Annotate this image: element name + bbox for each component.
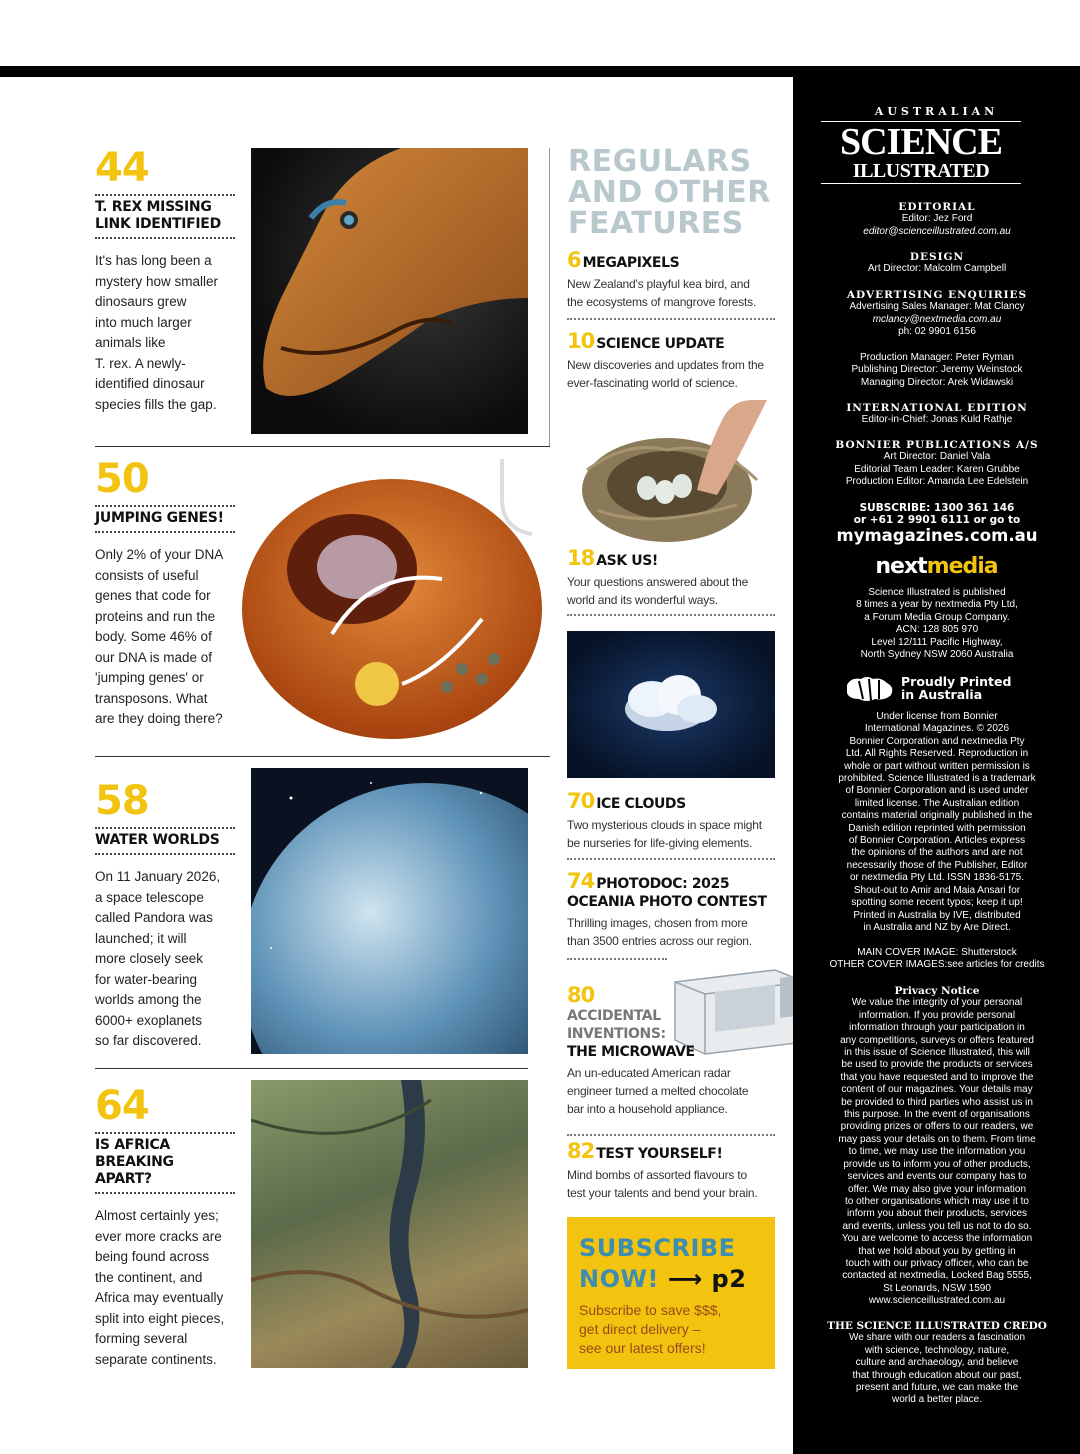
page-number: 10 — [567, 329, 595, 353]
dotted-divider — [567, 858, 775, 860]
regulars-heading: REGULARS AND OTHER FEATURES — [568, 144, 771, 241]
divider — [95, 1068, 528, 1069]
dotted-divider — [567, 958, 667, 960]
title-line: JUMPING GENES! — [95, 510, 224, 526]
regular-accidental-inventions[interactable] — [567, 983, 775, 1118]
page-number: 74 — [567, 869, 595, 893]
international-credits: INTERNATIONAL EDITION Editor-in-Chief: Jonas Kuld Rathje — [846, 402, 1028, 426]
regular-description: Thrilling images, chosen from more than 3500 entries across our region. — [567, 916, 752, 948]
regular-title: SCIENCE UPDATE — [596, 336, 725, 352]
regular-photodoc[interactable] — [567, 869, 775, 950]
regular-title-line: ACCIDENTAL — [567, 1008, 661, 1024]
page-number: 70 — [567, 789, 595, 813]
regular-title-line: OCEANIA PHOTO CONTEST — [567, 894, 767, 910]
credo: THE SCIENCE ILLUSTRATED CREDO We share with our readers a fascination with science, technology, nature, culture and archaeology, and believe that through education about our past, present and future, we can make the world a better place. — [827, 1320, 1047, 1406]
regular-title-line: THE MICROWAVE — [567, 1044, 695, 1060]
logo-australian: AUSTRALIAN — [874, 105, 999, 118]
regular-description: Mind bombs of assorted flavours to test your talents and bend your brain. — [567, 1168, 758, 1200]
page-number: 50 — [95, 456, 149, 502]
regular-ice-clouds[interactable] — [567, 789, 775, 852]
masthead — [793, 77, 1080, 1454]
ice-cloud-image — [567, 631, 775, 778]
title-line: APART? — [95, 1171, 152, 1187]
regular-description: Your questions answered about the world and its wonderful ways. — [567, 575, 749, 607]
feature-title — [95, 505, 235, 533]
australia-map-icon — [841, 673, 897, 703]
feature-title — [95, 827, 235, 855]
cover-credits: MAIN COVER IMAGE: Shutterstock OTHER COVER IMAGES:see articles for credits — [829, 947, 1045, 971]
license-info: Under license from Bonnier International Magazines. © 2026 Bonnier Corporation and nextmedia Pty Ltd. All Rights Reserved. Reproduction in whole or part without written permission is prohibited. Science Illustrated is a trademark of Bonnier Corporation and is used under limited license. The Australian edition contains material originally published in the Danish edition reprinted with permission of Bonnier Corporation. Articles express the opinions of the authors and are not necessarily those of the Publisher, Editor or nextmedia Pty Ltd. ISSN 1836-5175. Shout-out to Amir and Maia Ansari for spotting some recent typos; keep it up! Printed in Australia by IVE, distributed in Australia and NZ by Are Direct. — [838, 711, 1036, 933]
page-number: 6 — [567, 248, 581, 272]
feature-title — [95, 1132, 235, 1194]
feature-trex[interactable] — [95, 145, 235, 415]
page-number: 64 — [95, 1083, 149, 1129]
title-line: LINK IDENTIFIED — [95, 216, 221, 232]
nextmedia-logo: nextmedia — [875, 554, 998, 579]
africa-rift-image — [251, 1080, 528, 1368]
dotted-divider — [567, 1134, 775, 1136]
design-credits: DESIGN Art Director: Malcolm Campbell — [867, 251, 1007, 275]
title-line: T. REX MISSING — [95, 199, 212, 215]
page-number: 80 — [567, 983, 595, 1007]
dotted-divider — [567, 318, 775, 320]
logo-illustrated: ILLUSTRATED — [821, 161, 1021, 184]
proudly-printed-badge: Proudly Printed in Australia — [841, 673, 1031, 705]
regular-title-line: INVENTIONS: — [567, 1026, 666, 1042]
regular-ask-us[interactable] — [567, 546, 775, 609]
title-line: BREAKING — [95, 1154, 174, 1170]
divider — [95, 756, 550, 757]
page-number: 18 — [567, 546, 595, 570]
regular-description: New discoveries and updates from the ever-fascinating world of science. — [567, 358, 764, 390]
title-line: IS AFRICA — [95, 1137, 170, 1153]
subscribe-box[interactable] — [567, 1217, 775, 1369]
feature-description: Only 2% of your DNA consists of useful genes that code for proteins and run the body. Some 46% of our DNA is made of 'jumping genes' or transposons. What are they doing there? — [95, 547, 224, 726]
regular-title: MEGAPIXELS — [582, 255, 680, 271]
feature-description: Almost certainly yes; ever more cracks are being found across the continent, and Africa may eventually split into eight pieces, forming several separate continents. — [95, 1208, 225, 1367]
regular-megapixels[interactable] — [567, 248, 775, 311]
divider — [95, 446, 550, 447]
arrow-right-icon: ⟶ — [667, 1265, 703, 1293]
regular-test-yourself[interactable] — [567, 1139, 775, 1202]
subscribe-headline: SUBSCRIBE NOW! ⟶ p2 — [579, 1234, 747, 1293]
cell-image — [232, 459, 544, 746]
regular-title: ASK US! — [596, 553, 658, 569]
editorial-credits: EDITORIAL Editor: Jez Ford editor@scienceillustrated.com.au — [863, 201, 1011, 237]
regular-description: New Zealand's playful kea bird, and the ecosystems of mangrove forests. — [567, 277, 757, 309]
feature-jumping-genes[interactable] — [95, 456, 235, 730]
nest-eggs-image — [567, 400, 775, 548]
regular-science-update[interactable] — [567, 329, 775, 392]
title-line: WATER WORLDS — [95, 832, 220, 848]
planet-image — [251, 768, 528, 1054]
subscribe-description: Subscribe to save $$$, get direct delivery – see our latest offers! — [579, 1302, 722, 1356]
feature-description: On 11 January 2026, a space telescope called Pandora was launched; it will more closely seek for water-bearing worlds among the 6000+ exoplanets so far discovered. — [95, 869, 221, 1048]
feature-title — [95, 194, 235, 239]
dinosaur-image — [251, 148, 528, 434]
page-number: 58 — [95, 778, 149, 824]
subscribe-info: SUBSCRIBE: 1300 361 146 or +61 2 9901 6111 or go to mymagazines.com.au — [807, 502, 1067, 546]
publisher-info: Science Illustrated is published 8 times a year by nextmedia Pty Ltd, a Forum Media Group Company. ACN: 128 805 970 Level 12/111 Pacific Highway, North Sydney NSW 2060 Australia — [856, 587, 1018, 661]
advertising-credits: ADVERTISING ENQUIRIES Advertising Sales Manager: Mat Clancy mclancy@nextmedia.com.au ph: 02 9901 6156 — [846, 289, 1028, 338]
page-number: 44 — [95, 145, 149, 191]
website-link[interactable]: mymagazines.com.au — [836, 526, 1038, 545]
regular-title: ICE CLOUDS — [596, 796, 686, 812]
regular-description: An un-educated American radar engineer turned a melted chocolate bar into a household appliance. — [567, 1066, 749, 1116]
regular-title: PHOTODOC: 2025 — [596, 876, 730, 892]
regular-title: TEST YOURSELF! — [596, 1146, 723, 1162]
top-rule — [0, 66, 1080, 77]
feature-water-worlds[interactable] — [95, 778, 235, 1052]
bonnier-credits: BONNIER PUBLICATIONS A/S Art Director: Daniel Vala Editorial Team Leader: Karen Grubbe Production Editor: Amanda Lee Edelstein — [835, 439, 1039, 488]
regular-description: Two mysterious clouds in space might be nurseries for life-giving elements. — [567, 818, 762, 850]
feature-africa[interactable] — [95, 1083, 235, 1370]
logo-science: SCIENCE — [821, 121, 1021, 162]
production-credits: Production Manager: Peter Ryman Publishing Director: Jeremy Weinstock Managing Director: Arek Widawski — [851, 352, 1023, 388]
privacy-notice: Privacy Notice We value the integrity of your personal information. If you provide personal information through your participation in any competitions, surveys or offers featured in this issue of Science Illustrated, this will be used to provide the products or services that you have requested and to improve the content of our magazines. Your details may be provided to third parties who assist us in this purpose. In the event of organisations providing prizes or offers to our readers, we may pass your details on to them. From time to time, we may use the information you provide us to inform you of other products, services and events our company has to offer. We may also give your information to other organisations which may use it to inform you about their products, services and events, unless you tell us not to do so. You are welcome to access the information that we hold about you by getting in touch with our privacy officer, who can be contacted at nextmedia, Locked Bag 5555, St Leonards, NSW 1590 www.scienceillustrated.com.au — [838, 985, 1036, 1307]
column-divider — [549, 148, 550, 446]
page-number: 82 — [567, 1139, 595, 1163]
feature-description: It's has long been a mystery how smaller dinosaurs grew into much larger animals like T. rex. A newly- identified dinosaur species fills the gap. — [95, 253, 219, 412]
dotted-divider — [567, 614, 775, 616]
